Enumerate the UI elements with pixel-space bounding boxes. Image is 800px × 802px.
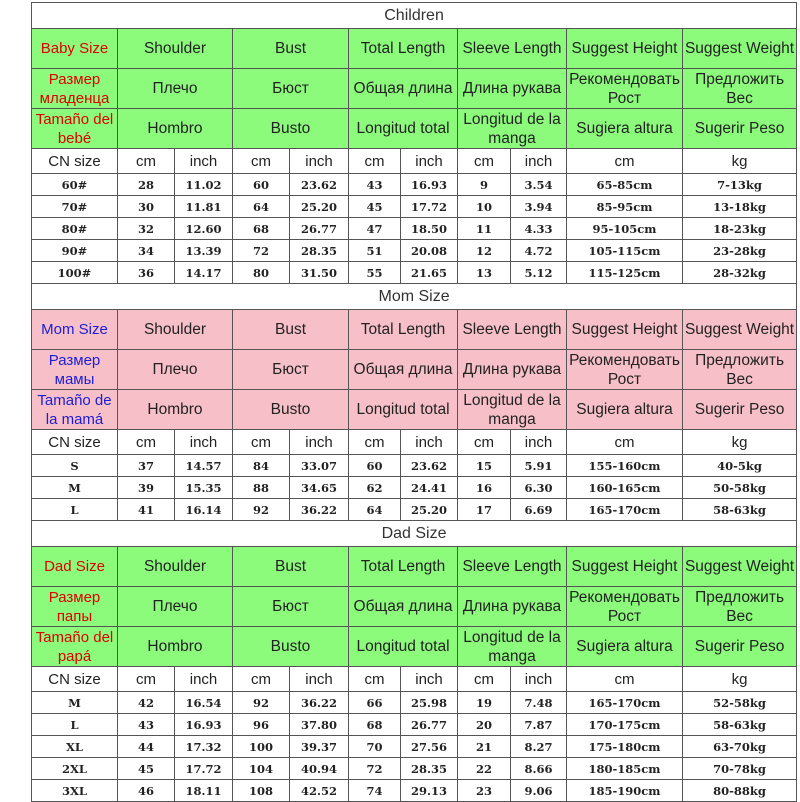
table-cell: 34	[118, 240, 175, 262]
unit-label: kg	[683, 667, 797, 692]
table-cell: 17.72	[175, 758, 233, 780]
size-cell: L	[32, 499, 118, 521]
size-group-label: Baby Size	[32, 29, 118, 69]
unit-label: cm	[118, 149, 175, 174]
table-cell: 4.72	[511, 240, 567, 262]
table-cell: 40-5kg	[683, 455, 797, 477]
table-cell: 30	[118, 196, 175, 218]
size-cell: 70#	[32, 196, 118, 218]
table-cell: 18-23kg	[683, 218, 797, 240]
table-cell: 21.65	[401, 262, 458, 284]
table-cell: 11	[458, 218, 511, 240]
table-cell: 29.13	[401, 780, 458, 802]
table-cell: 14.17	[175, 262, 233, 284]
table-cell: 58-63kg	[683, 714, 797, 736]
unit-label: kg	[683, 430, 797, 455]
unit-label: cm	[349, 149, 401, 174]
unit-label: cm	[233, 667, 290, 692]
table-cell: 5.12	[511, 262, 567, 284]
unit-label: cm	[458, 667, 511, 692]
column-header: Longitud de la manga	[458, 109, 567, 149]
column-header: Bust	[233, 29, 349, 69]
table-cell: 3.54	[511, 174, 567, 196]
table-cell: 4.33	[511, 218, 567, 240]
unit-label: inch	[401, 149, 458, 174]
table-cell: 9.06	[511, 780, 567, 802]
column-header: Sleeve Length	[458, 547, 567, 587]
table-cell: 16.93	[401, 174, 458, 196]
table-cell: 66	[349, 692, 401, 714]
table-cell: 95-105cm	[567, 218, 683, 240]
table-cell: 72	[233, 240, 290, 262]
table-cell: 92	[233, 499, 290, 521]
size-cell: 90#	[32, 240, 118, 262]
table-cell: 44	[118, 736, 175, 758]
table-cell: 50-58kg	[683, 477, 797, 499]
unit-label: cm	[458, 149, 511, 174]
table-cell: 17.72	[401, 196, 458, 218]
table-cell: 7.87	[511, 714, 567, 736]
unit-label: cm	[567, 667, 683, 692]
table-cell: 45	[118, 758, 175, 780]
table-cell: 25.20	[290, 196, 349, 218]
size-group-label: Tamaño del papá	[32, 627, 118, 667]
column-header: Suggest Weight	[683, 29, 797, 69]
column-header: Hombro	[118, 109, 233, 149]
column-header: Shoulder	[118, 310, 233, 350]
column-header: Suggest Height	[567, 29, 683, 69]
column-header: Longitud total	[349, 109, 458, 149]
unit-label: cm	[118, 667, 175, 692]
unit-label: cm	[349, 430, 401, 455]
table-cell: 72	[349, 758, 401, 780]
table-cell: 36.22	[290, 692, 349, 714]
table-cell: 68	[233, 218, 290, 240]
table-cell: 62	[349, 477, 401, 499]
table-cell: 6.30	[511, 477, 567, 499]
table-cell: 46	[118, 780, 175, 802]
column-header: Плечо	[118, 69, 233, 109]
dad-unit-row	[32, 667, 797, 692]
column-header: Sugerir Peso	[683, 390, 797, 430]
column-header: Busto	[233, 390, 349, 430]
unit-label: cm	[233, 149, 290, 174]
unit-label: inch	[401, 430, 458, 455]
table-row	[32, 218, 797, 240]
table-cell: 39.37	[290, 736, 349, 758]
table-cell: 31.50	[290, 262, 349, 284]
table-row	[32, 477, 797, 499]
size-group-label: Размер младенца	[32, 69, 118, 109]
table-cell: 16	[458, 477, 511, 499]
table-cell: 10	[458, 196, 511, 218]
unit-label: inch	[175, 149, 233, 174]
column-header: Hombro	[118, 390, 233, 430]
table-cell: 36.22	[290, 499, 349, 521]
table-cell: 18.11	[175, 780, 233, 802]
table-cell: 17	[458, 499, 511, 521]
table-cell: 12	[458, 240, 511, 262]
column-header: Бюст	[233, 587, 349, 627]
table-cell: 13-18kg	[683, 196, 797, 218]
table-cell: 155-160cm	[567, 455, 683, 477]
table-cell: 13.39	[175, 240, 233, 262]
table-row	[32, 240, 797, 262]
column-header: Suggest Weight	[683, 547, 797, 587]
table-cell: 104	[233, 758, 290, 780]
table-cell: 9	[458, 174, 511, 196]
mom-unit-row	[32, 430, 797, 455]
mom-title-row	[32, 284, 797, 310]
column-header: Sugiera altura	[567, 627, 683, 667]
table-cell: 40.94	[290, 758, 349, 780]
table-row	[32, 714, 797, 736]
table-cell: 11.81	[175, 196, 233, 218]
table-cell: 36	[118, 262, 175, 284]
size-cell: M	[32, 692, 118, 714]
table-cell: 165-170cm	[567, 499, 683, 521]
table-cell: 74	[349, 780, 401, 802]
column-header: Total Length	[349, 547, 458, 587]
table-cell: 8.27	[511, 736, 567, 758]
size-group-label: Tamaño del bebé	[32, 109, 118, 149]
column-header: Общая длина	[349, 587, 458, 627]
section-title: Mom Size	[32, 284, 797, 310]
table-cell: 12.60	[175, 218, 233, 240]
table-cell: 3.94	[511, 196, 567, 218]
table-cell: 65-85cm	[567, 174, 683, 196]
table-cell: 43	[118, 714, 175, 736]
column-header: Бюст	[233, 350, 349, 390]
column-header: Shoulder	[118, 29, 233, 69]
column-header: Длина рукава	[458, 69, 567, 109]
dad-header-row	[32, 587, 797, 627]
column-header: Длина рукава	[458, 587, 567, 627]
table-cell: 16.54	[175, 692, 233, 714]
column-header: Longitud total	[349, 390, 458, 430]
unit-label: inch	[290, 149, 349, 174]
table-cell: 15.35	[175, 477, 233, 499]
children-header-row	[32, 109, 797, 149]
unit-label: cm	[233, 430, 290, 455]
table-cell: 84	[233, 455, 290, 477]
column-header: Total Length	[349, 310, 458, 350]
size-cell: S	[32, 455, 118, 477]
column-header: Плечо	[118, 587, 233, 627]
table-cell: 180-185cm	[567, 758, 683, 780]
column-header: Предложить Вес	[683, 69, 797, 109]
table-row	[32, 780, 797, 802]
table-cell: 5.91	[511, 455, 567, 477]
unit-label: inch	[290, 667, 349, 692]
table-cell: 115-125cm	[567, 262, 683, 284]
dad-title-row	[32, 521, 797, 547]
size-cell: 100#	[32, 262, 118, 284]
table-cell: 58-63kg	[683, 499, 797, 521]
column-header: Longitud total	[349, 627, 458, 667]
table-cell: 70	[349, 736, 401, 758]
table-cell: 51	[349, 240, 401, 262]
table-cell: 33.07	[290, 455, 349, 477]
table-cell: 28-32kg	[683, 262, 797, 284]
table-cell: 170-175cm	[567, 714, 683, 736]
table-row	[32, 736, 797, 758]
column-header: Sugiera altura	[567, 109, 683, 149]
unit-label: inch	[511, 149, 567, 174]
table-cell: 88	[233, 477, 290, 499]
size-cell: L	[32, 714, 118, 736]
unit-label: cm	[349, 667, 401, 692]
column-header: Рекомендовать Рост	[567, 587, 683, 627]
table-cell: 15	[458, 455, 511, 477]
table-cell: 52-58kg	[683, 692, 797, 714]
table-cell: 64	[349, 499, 401, 521]
table-cell: 16.14	[175, 499, 233, 521]
column-header: Suggest Height	[567, 310, 683, 350]
table-cell: 60	[233, 174, 290, 196]
table-cell: 80	[233, 262, 290, 284]
size-group-label: Размер мамы	[32, 350, 118, 390]
column-header: Shoulder	[118, 547, 233, 587]
column-header: Bust	[233, 310, 349, 350]
column-header: Sleeve Length	[458, 29, 567, 69]
unit-label: inch	[401, 667, 458, 692]
table-row	[32, 174, 797, 196]
table-cell: 6.69	[511, 499, 567, 521]
table-cell: 85-95cm	[567, 196, 683, 218]
column-header: Suggest Weight	[683, 310, 797, 350]
table-cell: 25.98	[401, 692, 458, 714]
unit-label: inch	[175, 667, 233, 692]
size-group-label: Dad Size	[32, 547, 118, 587]
table-row	[32, 758, 797, 780]
size-group-label: Tamaño de la mamá	[32, 390, 118, 430]
column-header: Предложить Вес	[683, 350, 797, 390]
table-cell: 41	[118, 499, 175, 521]
table-cell: 23	[458, 780, 511, 802]
size-cell: M	[32, 477, 118, 499]
cn-size-label: CN size	[32, 667, 118, 692]
table-cell: 14.57	[175, 455, 233, 477]
column-header: Sugiera altura	[567, 390, 683, 430]
table-cell: 23-28kg	[683, 240, 797, 262]
table-cell: 70-78kg	[683, 758, 797, 780]
size-cell: 3XL	[32, 780, 118, 802]
unit-label: inch	[175, 430, 233, 455]
table-cell: 37.80	[290, 714, 349, 736]
column-header: Рекомендовать Рост	[567, 69, 683, 109]
table-cell: 37	[118, 455, 175, 477]
column-header: Longitud de la manga	[458, 390, 567, 430]
column-header: Длина рукава	[458, 350, 567, 390]
column-header: Sugerir Peso	[683, 627, 797, 667]
unit-label: cm	[118, 430, 175, 455]
unit-label: cm	[567, 430, 683, 455]
table-cell: 28.35	[290, 240, 349, 262]
column-header: Sleeve Length	[458, 310, 567, 350]
table-cell: 175-180cm	[567, 736, 683, 758]
table-cell: 28.35	[401, 758, 458, 780]
unit-label: inch	[290, 430, 349, 455]
table-cell: 17.32	[175, 736, 233, 758]
unit-label: inch	[511, 667, 567, 692]
table-cell: 92	[233, 692, 290, 714]
column-header: Общая длина	[349, 350, 458, 390]
table-cell: 165-170cm	[567, 692, 683, 714]
column-header: Busto	[233, 109, 349, 149]
section-title: Dad Size	[32, 521, 797, 547]
table-cell: 26.77	[401, 714, 458, 736]
unit-label: inch	[511, 430, 567, 455]
table-row	[32, 196, 797, 218]
mom-header-row	[32, 350, 797, 390]
table-cell: 160-165cm	[567, 477, 683, 499]
table-row	[32, 262, 797, 284]
table-cell: 43	[349, 174, 401, 196]
table-cell: 96	[233, 714, 290, 736]
table-cell: 42	[118, 692, 175, 714]
table-row	[32, 455, 797, 477]
table-cell: 32	[118, 218, 175, 240]
table-cell: 63-70kg	[683, 736, 797, 758]
table-cell: 105-115cm	[567, 240, 683, 262]
column-header: Busto	[233, 627, 349, 667]
column-header: Hombro	[118, 627, 233, 667]
table-cell: 23.62	[401, 455, 458, 477]
table-cell: 100	[233, 736, 290, 758]
children-header-row	[32, 29, 797, 69]
column-header: Бюст	[233, 69, 349, 109]
unit-label: cm	[458, 430, 511, 455]
table-cell: 21	[458, 736, 511, 758]
column-header: Sugerir Peso	[683, 109, 797, 149]
table-cell: 55	[349, 262, 401, 284]
column-header: Suggest Height	[567, 547, 683, 587]
section-title: Children	[32, 3, 797, 29]
table-cell: 80-88kg	[683, 780, 797, 802]
table-cell: 8.66	[511, 758, 567, 780]
table-cell: 18.50	[401, 218, 458, 240]
column-header: Total Length	[349, 29, 458, 69]
column-header: Longitud de la manga	[458, 627, 567, 667]
dad-header-row	[32, 627, 797, 667]
size-cell: 80#	[32, 218, 118, 240]
table-row	[32, 499, 797, 521]
table-cell: 20	[458, 714, 511, 736]
table-cell: 42.52	[290, 780, 349, 802]
table-cell: 20.08	[401, 240, 458, 262]
table-cell: 28	[118, 174, 175, 196]
size-cell: XL	[32, 736, 118, 758]
table-cell: 185-190cm	[567, 780, 683, 802]
table-cell: 19	[458, 692, 511, 714]
size-chart-table	[31, 2, 797, 802]
children-unit-row	[32, 149, 797, 174]
table-cell: 64	[233, 196, 290, 218]
table-cell: 24.41	[401, 477, 458, 499]
column-header: Предложить Вес	[683, 587, 797, 627]
table-cell: 108	[233, 780, 290, 802]
size-group-label: Mom Size	[32, 310, 118, 350]
size-cell: 2XL	[32, 758, 118, 780]
column-header: Плечо	[118, 350, 233, 390]
table-cell: 26.77	[290, 218, 349, 240]
unit-label: cm	[567, 149, 683, 174]
children-title-row	[32, 3, 797, 29]
table-cell: 16.93	[175, 714, 233, 736]
column-header: Общая длина	[349, 69, 458, 109]
table-cell: 25.20	[401, 499, 458, 521]
table-cell: 45	[349, 196, 401, 218]
table-row	[32, 692, 797, 714]
table-cell: 27.56	[401, 736, 458, 758]
mom-header-row	[32, 310, 797, 350]
dad-header-row	[32, 547, 797, 587]
column-header: Рекомендовать Рост	[567, 350, 683, 390]
table-cell: 7-13kg	[683, 174, 797, 196]
unit-label: kg	[683, 149, 797, 174]
mom-header-row	[32, 390, 797, 430]
size-cell: 60#	[32, 174, 118, 196]
table-cell: 60	[349, 455, 401, 477]
column-header: Bust	[233, 547, 349, 587]
table-cell: 34.65	[290, 477, 349, 499]
table-cell: 39	[118, 477, 175, 499]
table-cell: 22	[458, 758, 511, 780]
table-cell: 11.02	[175, 174, 233, 196]
table-cell: 68	[349, 714, 401, 736]
cn-size-label: CN size	[32, 430, 118, 455]
table-cell: 7.48	[511, 692, 567, 714]
table-cell: 47	[349, 218, 401, 240]
children-header-row	[32, 69, 797, 109]
cn-size-label: CN size	[32, 149, 118, 174]
table-cell: 13	[458, 262, 511, 284]
table-cell: 23.62	[290, 174, 349, 196]
size-group-label: Размер папы	[32, 587, 118, 627]
